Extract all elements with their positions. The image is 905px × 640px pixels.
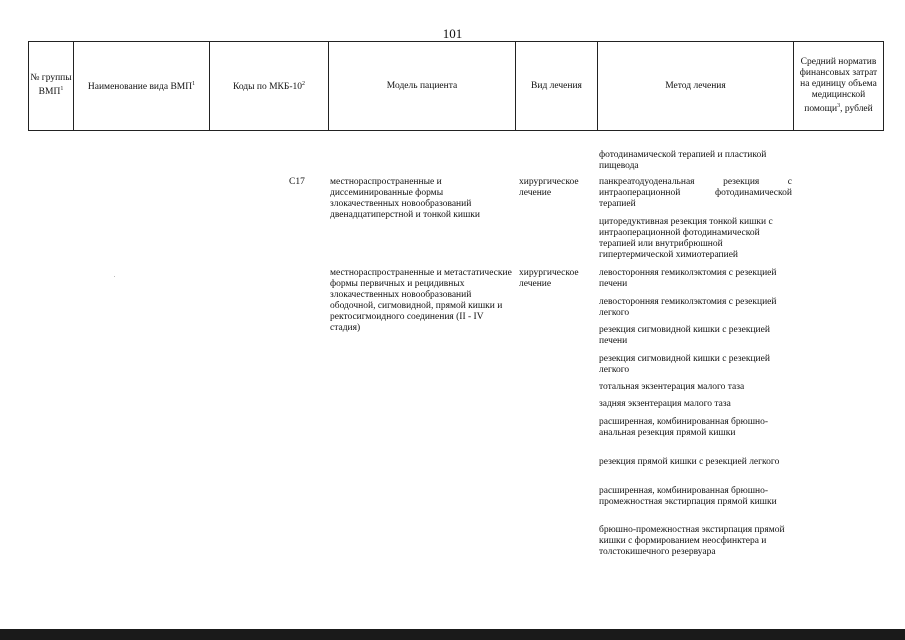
header-bottom-border	[28, 130, 884, 131]
treatment-method: панкреатодуоденальная резекция с интраоперационной фотодинамической терапией	[599, 177, 792, 209]
header-name: Наименование вида ВМП$^1$	[87, 80, 196, 93]
treatment-method: резекция сигмовидной кишки с резекцией печени	[599, 325, 770, 346]
treatment-method: циторедуктивная резекция тонкой кишки с интраоперационной фотодинамической терапией или внутрибрюшной гипертермической химиотерапией	[599, 217, 773, 260]
treatment-method: резекция прямой кишки с резекцией легкого	[599, 457, 780, 467]
treatment-method: тотальная экзентерация малого таза	[599, 382, 745, 392]
treatment-method: брюшно-промежностная экстирпация прямой кишки с формированием неосфинктера и толстокишечного резервуара	[599, 525, 785, 557]
page-number: 101	[442, 26, 463, 41]
header-method: Метод лечения	[665, 80, 726, 91]
icd-code: C17	[289, 177, 305, 187]
scan-speck	[114, 276, 115, 277]
treatment-type: хирургическое лечение	[519, 177, 579, 198]
treatment-type: хирургическое лечение	[519, 268, 579, 289]
header-group-no: № группы ВМП$^1$	[30, 73, 72, 98]
col-divider	[883, 41, 884, 131]
treatment-method: резекция сигмовидной кишки с резекцией легкого	[599, 354, 770, 375]
header-model: Модель пациента	[386, 80, 458, 91]
header-codes: Коды по МКБ-$10^2$	[232, 80, 306, 93]
treatment-method: расширенная, комбинированная брюшно-промежностная экстирпация прямой кишки	[599, 486, 777, 507]
treatment-method: расширенная, комбинированная брюшно-анальная резекция прямой кишки	[599, 417, 769, 438]
patient-model: местнораспространенные и метастатические формы первичных и рецидивных злокачественных новообразований ободочной, сигмовидной, прямой кишки и ректосигмоидного соединения (II - IV стадия)	[330, 268, 512, 333]
header-treatment: Вид лечения	[531, 80, 582, 91]
treatment-method: левосторонняя гемиколэктомия с резекцией печени	[599, 268, 777, 289]
treatment-method: задняя экзентерация малого таза	[599, 399, 731, 409]
treatment-method: левосторонняя гемиколэктомия с резекцией легкого	[599, 297, 777, 318]
method-continued: фотодинамической терапией и пластикой пищевода	[599, 150, 767, 171]
scan-bottom-edge	[0, 629, 905, 640]
header-cost: Средний норматив финансовых затрат на единицу объема медицинской помощи$^3$, рублей	[799, 56, 878, 115]
patient-model: местнораспространенные и диссеминированные формы злокачественных новообразований двенадцатиперстной и тонкой кишки	[330, 177, 480, 220]
